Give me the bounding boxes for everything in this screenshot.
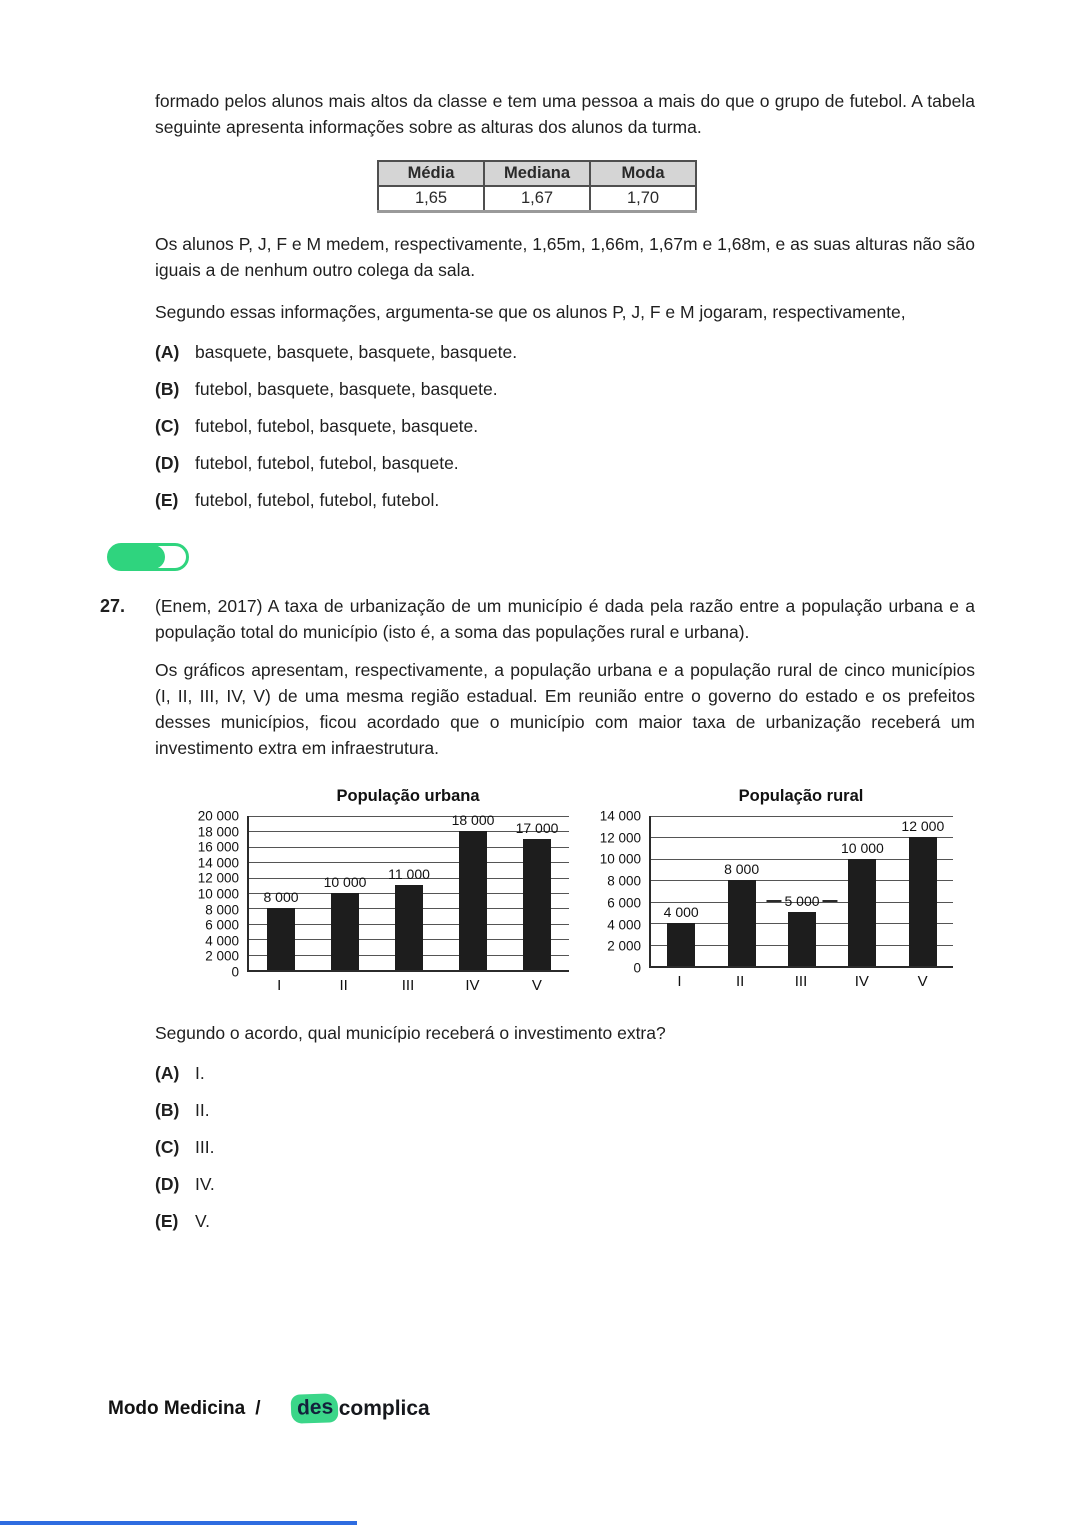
bar-value-label: 5 000 [763,893,840,909]
option-text: futebol, futebol, futebol, basquete. [195,453,459,473]
y-axis [587,808,649,976]
q26-options [155,339,975,513]
descomplica-logo [291,1394,430,1423]
y-tick-label: 10 000 [599,851,641,867]
toggle-knob-icon [109,545,165,569]
y-tick-label: 16 000 [197,839,239,855]
y-tick-label: 0 [633,960,641,976]
footer-separator: / [255,1397,261,1419]
option-text: futebol, futebol, basquete, basquete. [195,416,479,436]
y-tick-label: 12 000 [197,870,239,886]
y-tick-label: 8 000 [205,902,239,918]
bar-V [515,820,559,970]
option-text: futebol, futebol, futebol, futebol. [195,490,440,510]
bar-value-label: 11 000 [388,866,430,883]
q27-option-c [155,1134,975,1160]
gridline [249,816,569,817]
question-number: 27. [100,596,126,616]
charts-row [185,787,975,994]
y-tick-label: 6 000 [607,895,641,911]
bar-value-label: 17 000 [515,820,559,837]
question-27-body [155,593,975,1245]
logo-complica-text: complica [338,1396,430,1420]
bar-III [784,893,820,966]
bar-value-label: 8 000 [263,889,299,906]
x-category-label: V [917,973,928,990]
option-text: IV. [195,1174,215,1194]
option-letter: (B) [155,379,180,399]
stats-table-value-moda: 1,70 [590,186,696,212]
y-tick-label: 8 000 [607,873,641,889]
x-axis-labels [247,977,569,994]
y-tick-label: 2 000 [205,948,239,964]
gridline [249,862,569,863]
bar-value-label: 18 000 [451,812,495,829]
bar-II [724,861,760,966]
bar-value-label: 8 000 [724,861,760,878]
option-letter: (A) [155,342,180,362]
x-category-label: II [736,973,745,990]
x-category-label: III [401,977,415,994]
stats-table-value-row [378,186,696,212]
q27-intro-paragraph: (Enem, 2017) A taxa de urbanização de um município é dada pela razão entre a população urbana e a população total do município (isto é, a soma das populações rural e urbana). [155,596,975,642]
option-letter: (D) [155,1174,180,1194]
q27-question-line: Segundo o acordo, qual município receberá o investimento extra? [155,1023,666,1043]
urban-population-chart [185,787,569,994]
option-letter: (C) [155,1137,180,1157]
gridline [651,859,953,860]
plot-area [247,812,569,972]
footer-brand: Modo Medicina [108,1397,246,1419]
stats-table-header-mediana: Mediana [484,161,590,186]
stats-table-value-media: 1,65 [378,186,484,212]
chart-title: População rural [738,787,864,805]
gridline [651,880,953,881]
option-text: basquete, basquete, basquete, basquete. [195,342,518,362]
q26-option-e [155,487,975,513]
gridline [249,847,569,848]
chart-body [185,808,569,980]
stats-table-header-moda: Moda [590,161,696,186]
option-letter: (C) [155,416,180,436]
y-tick-label: 6 000 [205,917,239,933]
y-tick-label: 0 [231,964,239,980]
q26-measurements-paragraph: Os alunos P, J, F e M medem, respectivamente, 1,65m, 1,66m, 1,67m e 1,68m, e as suas alturas não são iguais a de nenhum outro colega da sala. [155,234,975,280]
option-letter: (D) [155,453,180,473]
y-tick-label: 14 000 [197,855,239,871]
option-text: III. [195,1137,215,1157]
bar-I [263,889,299,970]
q26-option-b [155,376,975,402]
bar-slot [772,816,832,966]
bar-value-label: 12 000 [901,818,945,835]
x-category-label: V [531,977,542,994]
stats-table-header-row [378,161,696,186]
bar-slot [893,816,953,966]
bottom-accent-bar [0,1521,357,1525]
y-tick-label: 14 000 [599,808,641,824]
q27-option-d [155,1171,975,1197]
footer [108,1394,430,1423]
option-text: V. [195,1211,210,1231]
q27-option-e [155,1208,975,1234]
q26-option-c [155,413,975,439]
bar-I [663,904,699,966]
plot-area [649,816,953,968]
gridline [651,837,953,838]
stats-table-header-media: Média [378,161,484,186]
bar-V [901,818,945,966]
q27-option-b [155,1097,975,1123]
bar-IV [451,812,495,970]
x-category-label: I [277,977,282,994]
q27-options [155,1060,975,1234]
x-category-label: IV [854,973,869,990]
gridline [651,816,953,817]
y-tick-label: 12 000 [599,830,641,846]
y-tick-label: 10 000 [197,886,239,902]
bar-value-label: 4 000 [663,904,699,921]
bar-II [323,874,367,970]
logo-des-chip: des [290,1393,338,1424]
chart-body [587,808,953,976]
chart-title: População urbana [336,787,480,805]
q26-option-a [155,339,975,365]
stats-table-value-mediana: 1,67 [484,186,590,212]
option-letter: (E) [155,490,179,510]
option-letter: (B) [155,1100,180,1120]
y-tick-label: 20 000 [197,808,239,824]
bar-slot [711,816,771,966]
rural-population-chart [587,787,953,994]
bar-slot [651,816,711,966]
q26-intro-paragraph: formado pelos alunos mais altos da classe e tem uma pessoa a mais do que o grupo de futebol. A tabela seguinte apresenta informações sobre as alturas dos alunos da turma. [155,91,975,137]
bar-value-label: 10 000 [841,839,884,856]
bar-IV [841,839,884,966]
x-category-label: III [794,973,808,990]
x-category-label: I [677,973,682,990]
stats-table [377,160,697,213]
q26-option-d [155,450,975,476]
y-axis [185,808,247,980]
option-letter: (E) [155,1211,179,1231]
y-tick-label: 18 000 [197,824,239,840]
bar-slot [832,816,892,966]
y-tick-label: 4 000 [205,933,239,949]
y-tick-label: 2 000 [607,938,641,954]
q27-charts-paragraph: Os gráficos apresentam, respectivamente, a população urbana e a população rural de cinco municípios (I, II, III, IV, V) de uma mesma região estadual. Em reunião entre o governo do estado e os prefeitos desses municípios, ficou acordado que o município com maior taxa de urbanização receberá um investimento extra em infraestrutura. [155,660,975,758]
option-text: futebol, basquete, basquete, basquete. [195,379,498,399]
q26-question-paragraph: Segundo essas informações, argumenta-se que os alunos P, J, F e M jogaram, respectivamente, [155,302,906,322]
y-tick-label: 4 000 [607,917,641,933]
q27-option-a [155,1060,975,1086]
option-text: I. [195,1063,205,1083]
x-category-label: II [339,977,348,994]
option-letter: (A) [155,1063,180,1083]
bar-value-label: 10 000 [323,874,367,890]
option-text: II. [195,1100,210,1120]
x-axis-labels [649,973,953,990]
bar-III [388,866,430,970]
x-category-label: IV [465,977,480,994]
question-toggle[interactable] [107,543,189,571]
question-27 [100,593,975,1245]
